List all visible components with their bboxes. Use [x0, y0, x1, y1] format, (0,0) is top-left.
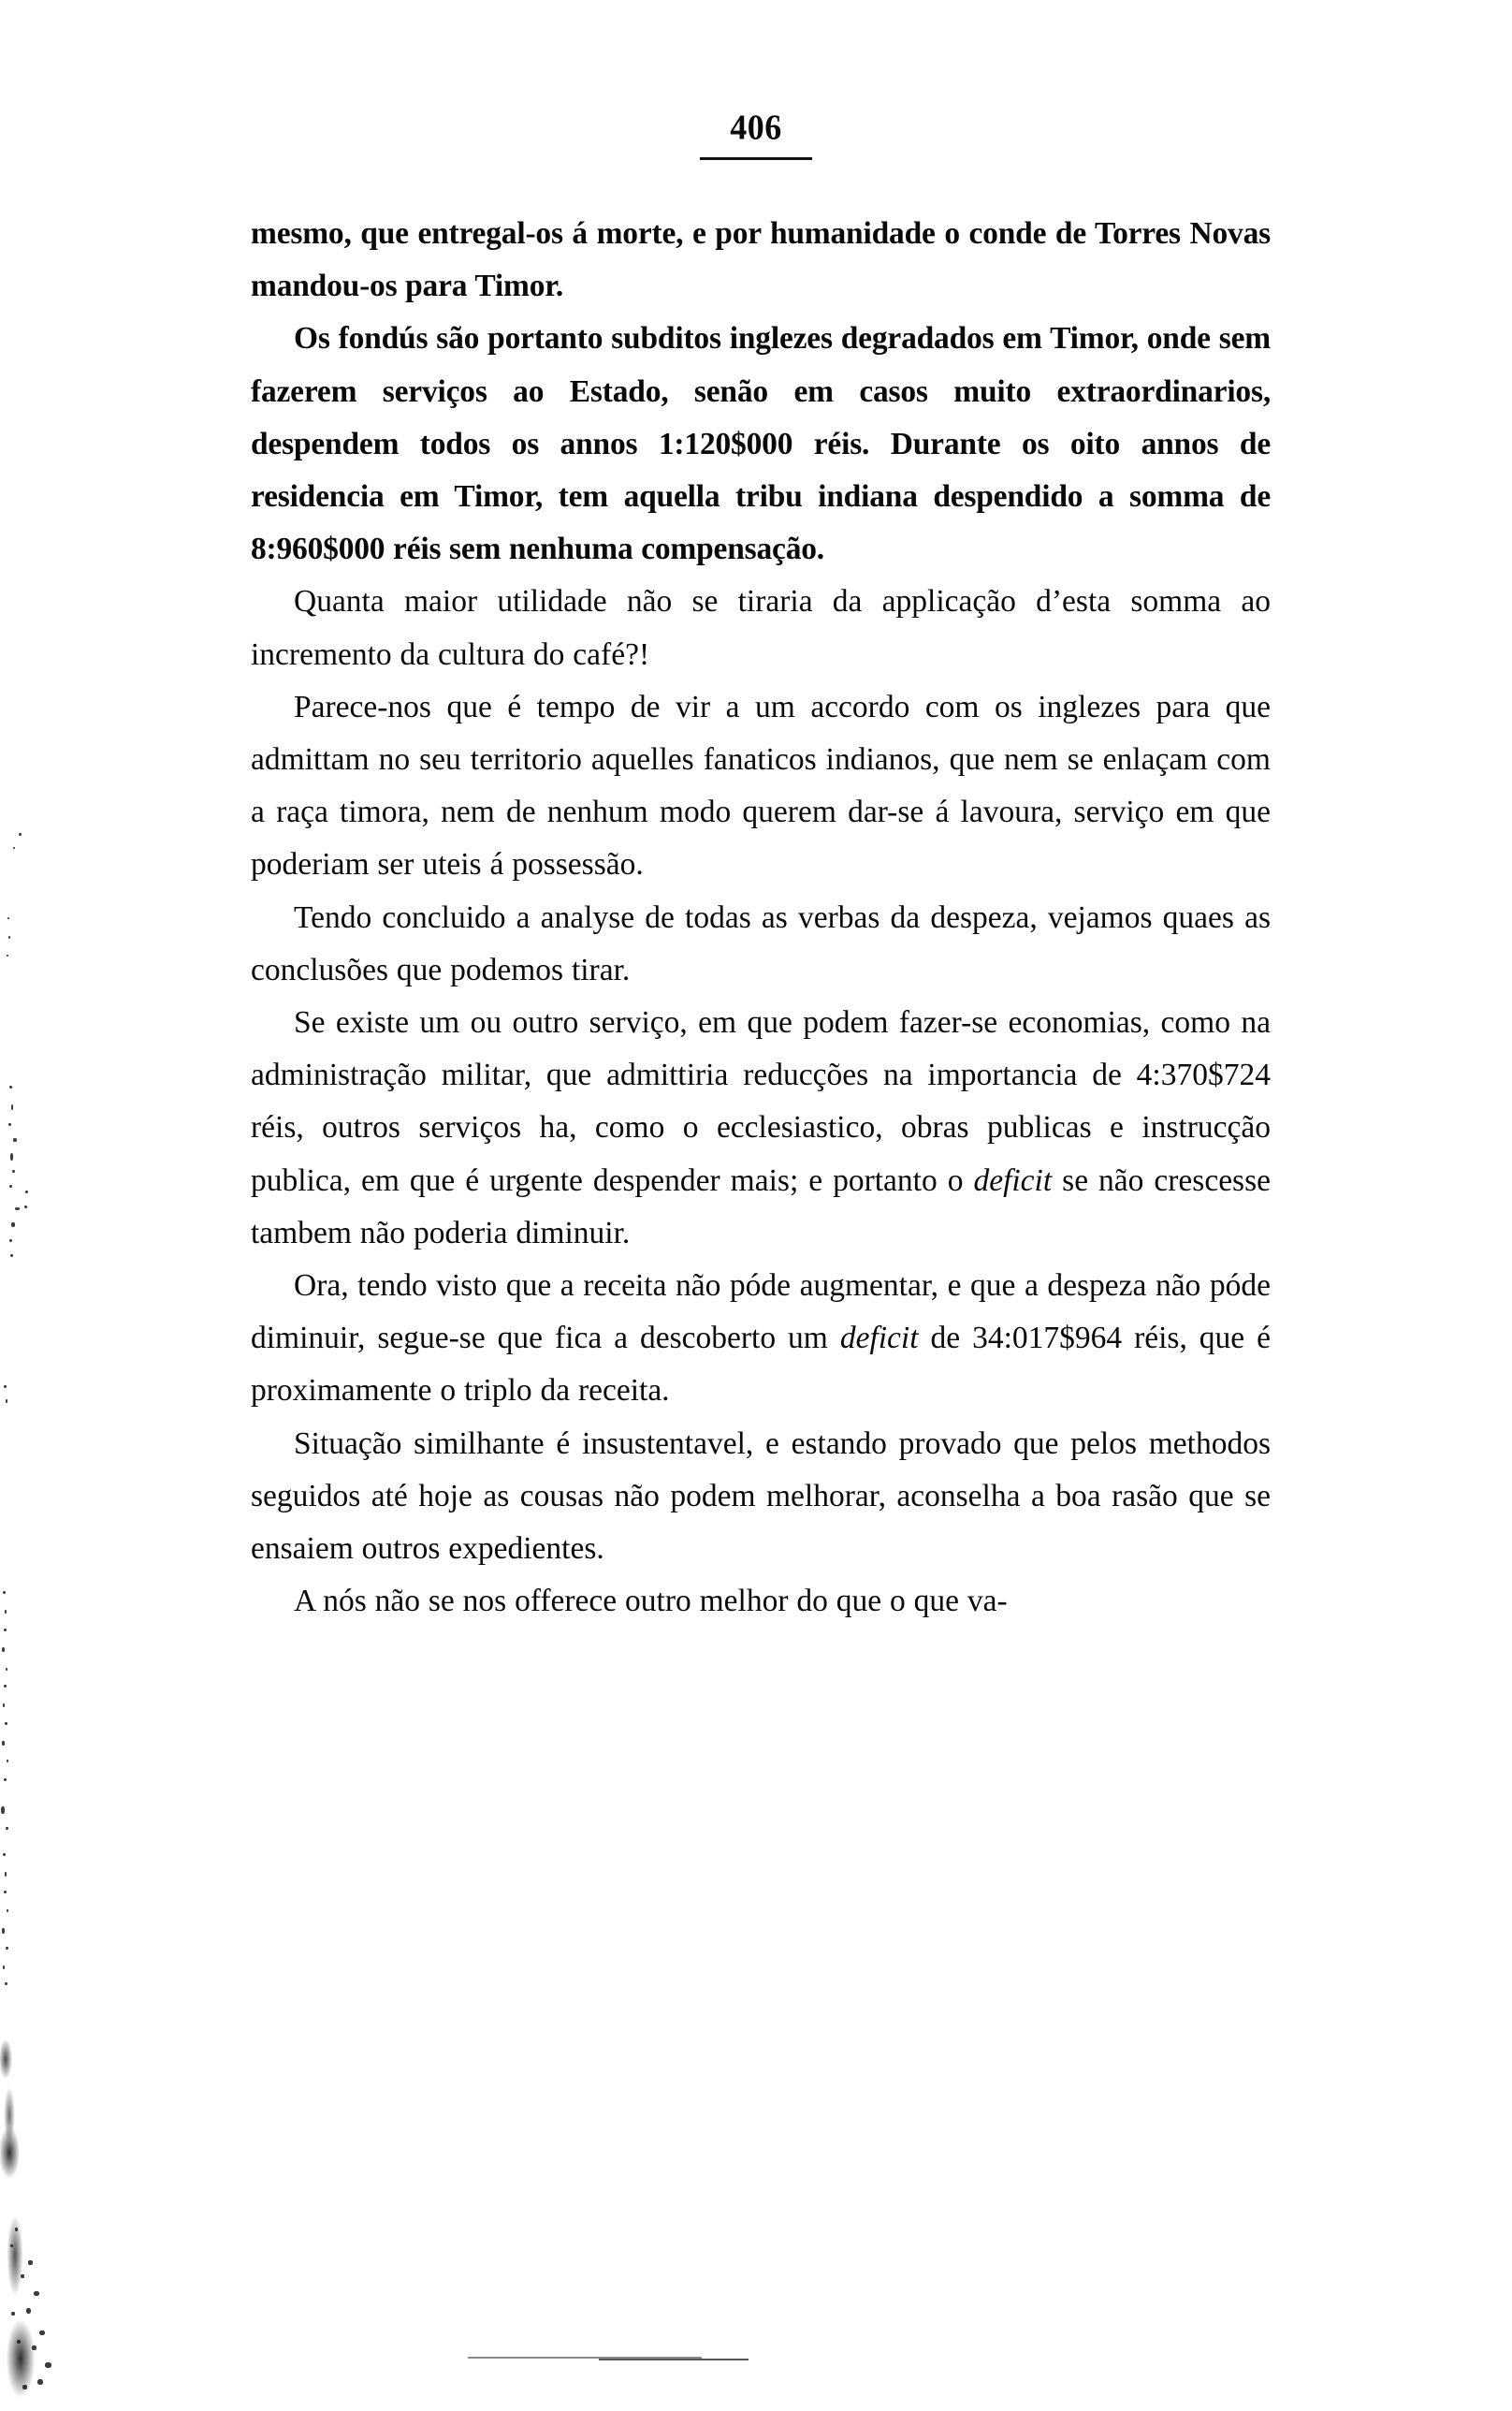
scan-speck: [7, 1909, 8, 1912]
paragraph: Quanta maior utilidade não se tiraria da applicação d’esta somma ao incremento da cultura do café?!: [251, 584, 1271, 672]
scan-speck: [4, 1891, 7, 1893]
scan-speck: [3, 1853, 6, 1856]
scan-speck: [10, 1254, 13, 1257]
scan-speck: [8, 936, 10, 939]
scan-speck: [11, 1104, 13, 1110]
scan-speck: [5, 1610, 7, 1614]
scan-speck: [28, 2260, 33, 2265]
scan-edge-artifact: [0, 2125, 43, 2405]
scan-speck: [24, 1206, 27, 1208]
scan-speck: [7, 1760, 8, 1762]
emphasis-term: deficit: [973, 1162, 1053, 1198]
paragraph: Ora, tendo visto que a receita não póde augmentar, e que a despeza não póde diminuir, segue-se que fica a descoberto um deficit de 34:017$964 réis, que é proximamente o triplo da receita.: [251, 1268, 1271, 1409]
scan-speck: [25, 1191, 28, 1193]
scan-speck: [10, 1153, 13, 1161]
scan-speck: [19, 833, 22, 836]
scan-speck: [12, 1170, 15, 1173]
scan-speck: [2, 1741, 5, 1746]
scan-speck: [11, 1222, 15, 1227]
scan-speck: [6, 1827, 8, 1830]
scan-speck: [6, 1947, 8, 1950]
scan-speck: [22, 2385, 27, 2389]
scan-speck: [15, 1207, 20, 1210]
scan-speck: [15, 2228, 18, 2231]
scan-speck: [2, 1647, 5, 1652]
scan-speck: [26, 2308, 31, 2314]
scan-speck: [2, 1928, 5, 1934]
scan-speck: [7, 955, 8, 957]
scan-speck: [13, 1138, 17, 1142]
paragraph: Os fondús são portanto subditos inglezes degradados em Timor, onde sem fazerem serviços ao Estado, senão em casos muito extraordinarios, despendem todos os annos 1:120$000 réis. Durante os oito annos de residencia em Timor, tem aquella tribu indiana despendido a somma de 8:960$000 réis sem nenhuma compensação.: [251, 321, 1271, 567]
scan-speck: [3, 1703, 5, 1707]
scan-speck: [4, 1385, 7, 1388]
scan-speck: [11, 2312, 15, 2316]
scan-speck: [37, 2379, 43, 2385]
scan-speck: [13, 847, 15, 849]
emphasis-term: deficit: [839, 1321, 919, 1356]
page-number-block: [0, 107, 1512, 148]
scan-speck: [34, 2291, 39, 2296]
scan-speck: [1, 1806, 5, 1814]
scan-speck: [9, 1086, 12, 1089]
paragraph: Tendo concluido a analyse de todas as verbas da despeza, vejamos quaes as conclusões que podemos tirar.: [251, 899, 1271, 987]
scan-speck: [21, 2274, 24, 2278]
body-text-block: [251, 208, 1271, 1628]
scan-speck: [6, 1399, 7, 1403]
page-number-rule: [700, 157, 812, 160]
scan-speck: [7, 917, 9, 919]
paragraph: A nós não se nos offerece outro melhor do que o que va-: [294, 1584, 1008, 1619]
scan-speck: [5, 1872, 7, 1877]
scan-speck: [4, 1685, 7, 1688]
scan-speck: [4, 1778, 7, 1781]
scan-speck: [4, 1629, 7, 1631]
scan-speck: [10, 2244, 13, 2247]
paragraph: Situação similhante é insustentavel, e estando provado que pelos methodos seguidos até hoje as cousas não podem melhorar, aconselha a boa rasão que se ensaiem outros expedientes.: [251, 1425, 1271, 1567]
page-number: 406: [730, 107, 782, 148]
scan-speck: [3, 1965, 5, 1969]
scan-speck: [39, 2331, 45, 2335]
paragraph: Se existe um ou outro serviço, em que podem fazer-se economias, como na administração militar, que admittiria reducções na importancia de 4:370$724 réis, outros serviços ha, como o ecclesiastico, obras publicas e instrucção publica, em que é urgente despender mais; e portanto o deficit se não crescesse tambem não poderia diminuir.: [251, 1005, 1272, 1250]
scan-speck: [5, 1722, 7, 1725]
scan-speck: [8, 1123, 11, 1126]
scan-speck: [6, 1668, 7, 1671]
scan-speck: [5, 1982, 7, 1985]
scan-speck: [3, 1591, 6, 1594]
scan-speck: [17, 2340, 21, 2344]
scan-speck: [45, 2362, 51, 2368]
scan-bottom-rule: [599, 2359, 749, 2360]
scan-speck: [32, 2345, 36, 2350]
scan-speck: [9, 1185, 12, 1188]
paragraph: Parece-nos que é tempo de vir a um accordo com os inglezes para que admittam no seu territorio aquelles fanaticos indianos, que nem se enlaçam com a raça timora, nem de nenhum modo querem dar-se á lavoura, serviço em que poderiam ser uteis á possessão.: [251, 689, 1271, 883]
scan-speck: [9, 1239, 12, 1242]
paragraph: mesmo, que entregal-os á morte, e por humanidade o conde de Torres Novas mandou-os para Timor.: [251, 216, 1271, 304]
